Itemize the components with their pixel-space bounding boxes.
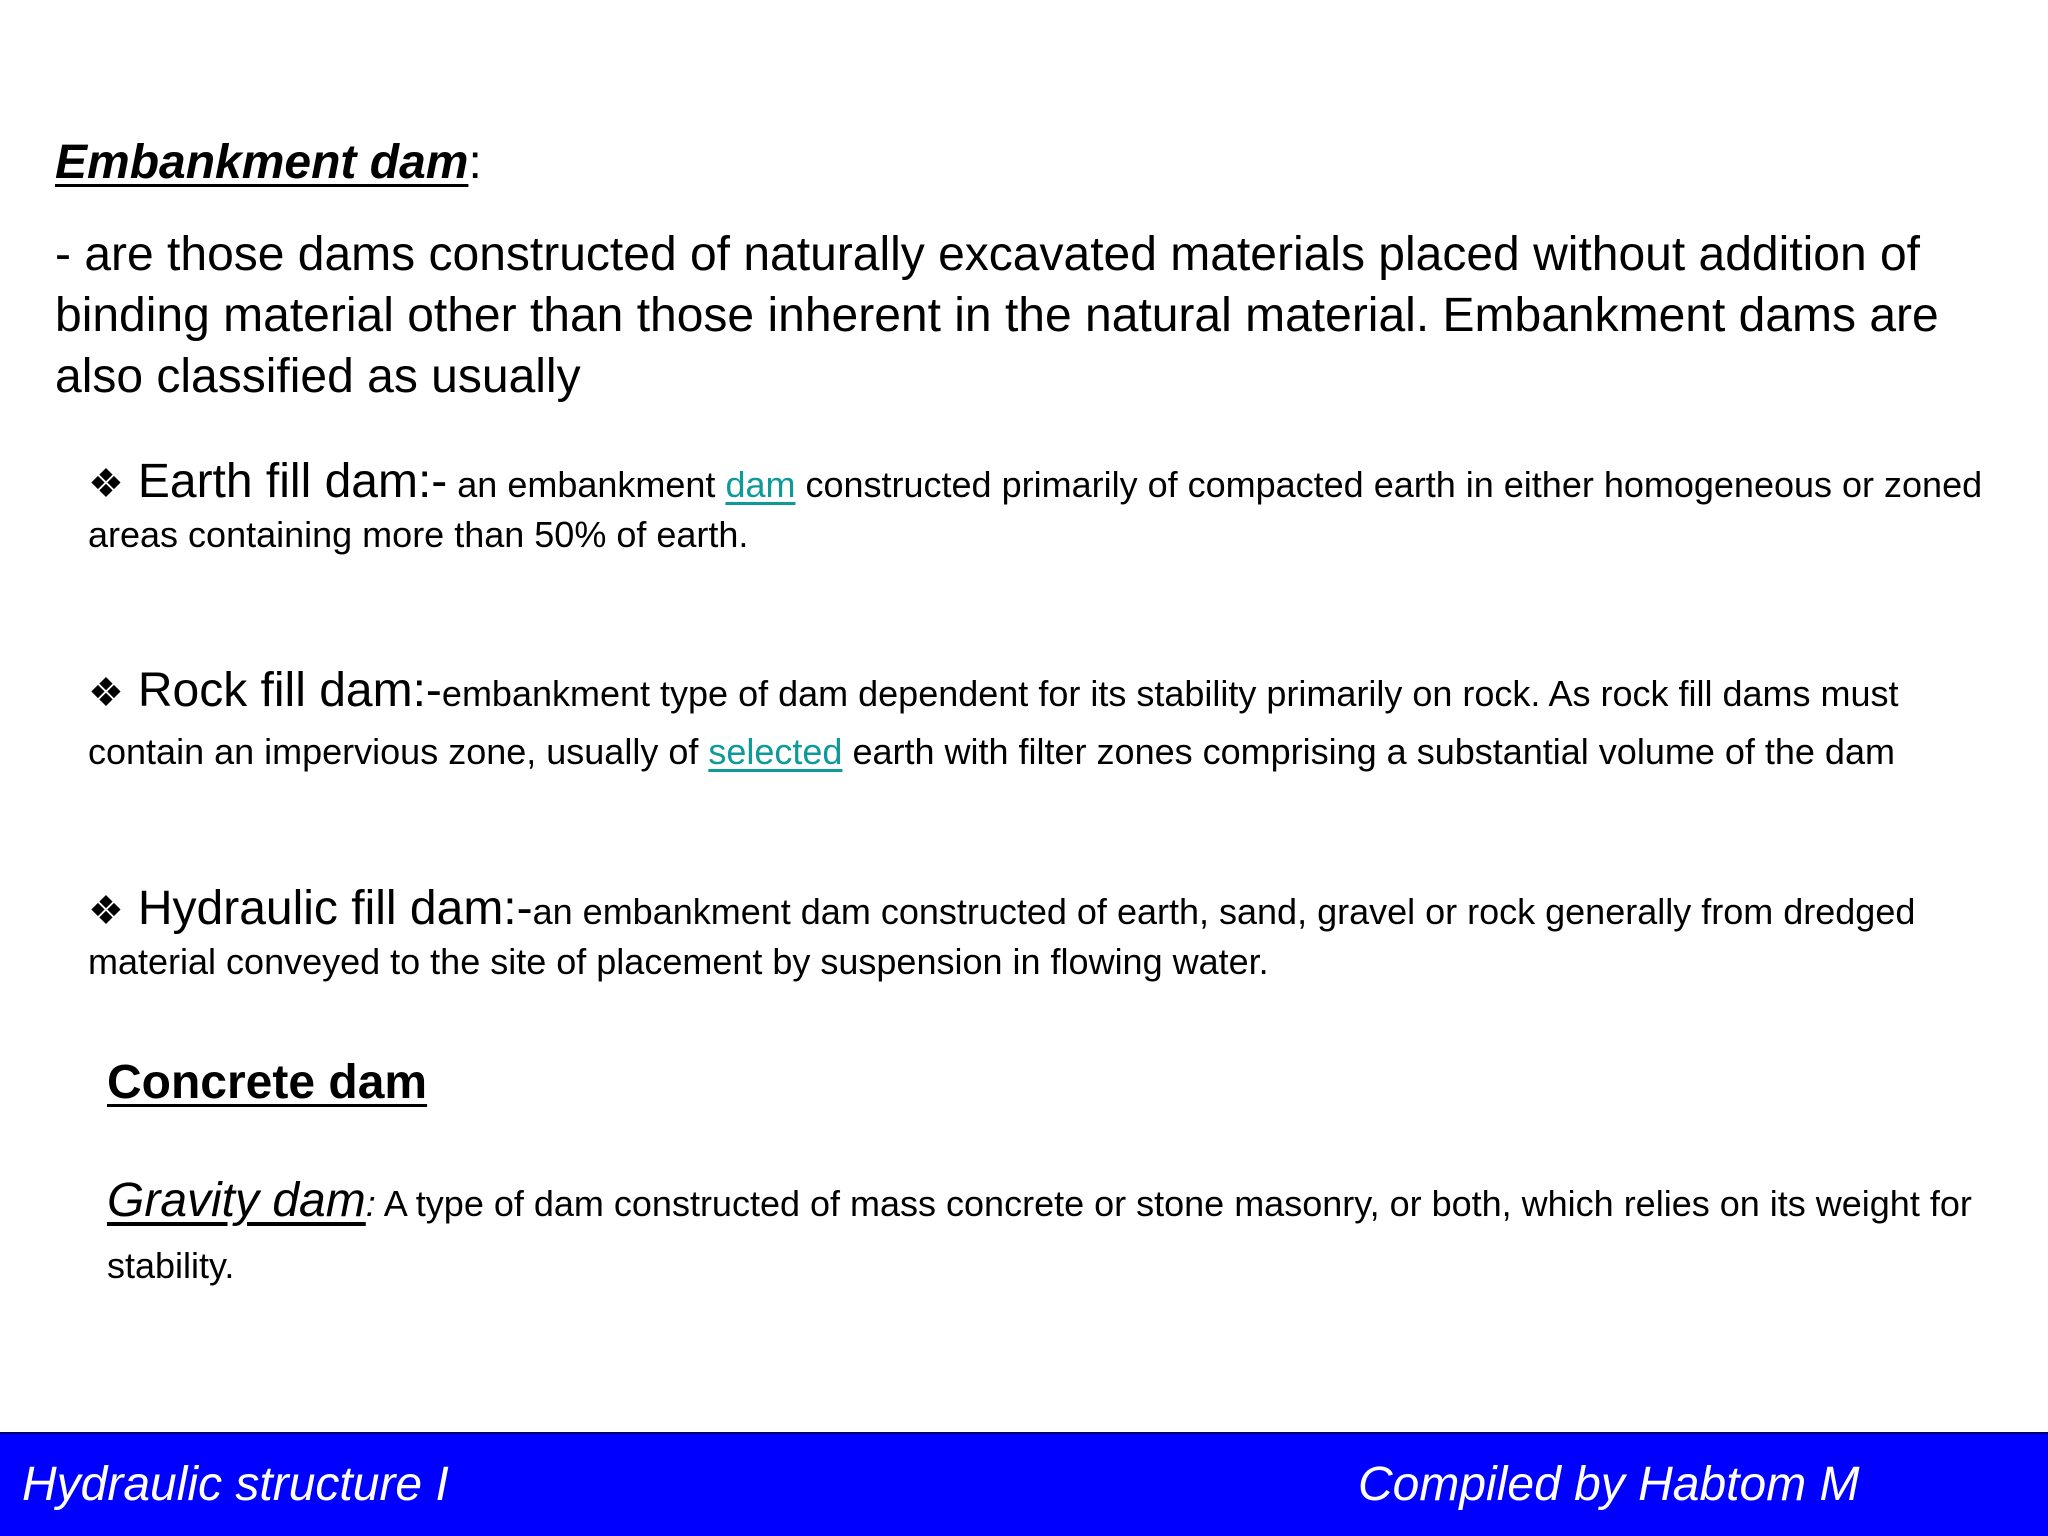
concrete-dam-heading: Concrete dam bbox=[107, 1056, 428, 1109]
gravity-dam-paragraph bbox=[107, 1170, 1987, 1297]
rock-fill-text-1: embankment type of dam dependent for its stability primarily on rock. As rock fill dams must contain an impervious zone, usually of bbox=[88, 673, 1899, 772]
earth-fill-text-2: constructed primarily of compacted earth in either homogeneous or zoned areas containing more than 50% of earth. bbox=[88, 464, 1983, 555]
diamond-bullet-icon: ❖ bbox=[88, 889, 124, 933]
embankment-intro: - are those dams constructed of naturally excavated materials placed without addition of binding material other than those inherent in the natural material. Embankment dams are also classified as usually bbox=[55, 228, 1939, 403]
gravity-dam-colon: : bbox=[365, 1183, 376, 1224]
selected-link[interactable]: selected bbox=[708, 731, 843, 772]
diamond-bullet-icon: ❖ bbox=[88, 462, 124, 506]
rock-fill-lead: Rock fill dam:- bbox=[137, 664, 442, 717]
bullet-hydraulic-fill-dam bbox=[88, 884, 2008, 987]
footer-author: Compiled by Habtom M bbox=[1358, 1458, 1860, 1511]
hydraulic-fill-text: an embankment dam constructed of earth, sand, gravel or rock generally from dredged material conveyed to the site of placement by suspension in flowing water. bbox=[88, 891, 1916, 982]
embankment-heading bbox=[55, 134, 482, 192]
dam-link[interactable]: dam bbox=[725, 464, 796, 505]
embankment-colon: : bbox=[468, 136, 482, 189]
footer-bar bbox=[0, 1432, 2048, 1536]
rock-fill-text-2: earth with filter zones comprising a substantial volume of the dam bbox=[842, 731, 1895, 772]
earth-fill-lead: Earth fill dam:- bbox=[137, 455, 448, 508]
bullet-earth-fill-dam bbox=[88, 457, 2008, 560]
footer-course-title: Hydraulic structure I bbox=[22, 1458, 449, 1511]
earth-fill-text-1: an embankment bbox=[447, 464, 726, 505]
hydraulic-fill-lead: Hydraulic fill dam:- bbox=[137, 882, 533, 935]
diamond-bullet-icon: ❖ bbox=[88, 671, 124, 715]
bullet-rock-fill-dam bbox=[88, 662, 2008, 781]
gravity-dam-title: Gravity dam bbox=[107, 1174, 366, 1227]
embankment-title: Embankment dam bbox=[55, 136, 469, 189]
gravity-dam-text: A type of dam constructed of mass concrete or stone masonry, or both, which relies on its weight for stability. bbox=[107, 1183, 1972, 1286]
